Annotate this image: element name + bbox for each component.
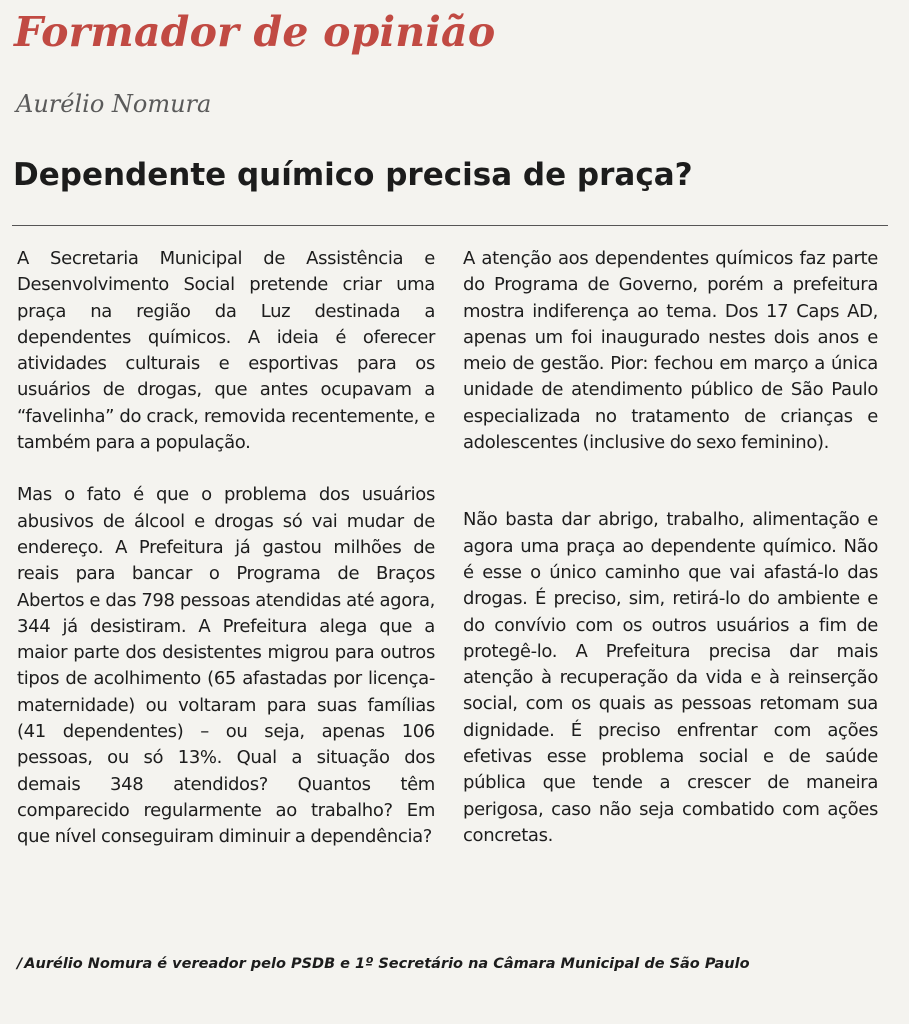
paragraph: A atenção aos dependentes químicos faz parte do Programa de Governo, porém a prefeitura mostra indiferença ao tema. Dos 17 Caps AD, apenas um foi inaugurado nestes dois anos e meio de gestão. Pior: fechou em março a única unidade de atendimento público de São Paulo especializada no tratamento de crianças e adolescentes (inclusive do sexo feminino).	[463, 248, 878, 454]
author-footnote	[17, 956, 750, 972]
article-column-left	[17, 246, 435, 851]
paragraph: Mas o fato é que o problema dos usuários abusivos de álcool e drogas só vai mudar de endereço. A Prefeitura já gastou milhões de reais para bancar o Programa de Braços Abertos e das 798 pessoas atendidas até agora, 344 já desistiram. A Prefeitura alega que a maior parte dos desistentes migrou para outros tipos de acolhimento (65 afastadas por licença-maternidade) ou voltaram para suas famílias (41 dependentes) – ou seja, apenas 106 pessoas, ou só 13%. Qual a situação dos demais 348 atendidos? Quantos têm comparecido regularmente ao trabalho? Em que nível conseguiram diminuir a dependência?	[17, 484, 435, 848]
headline-divider	[12, 225, 888, 226]
author-byline: Aurélio Nomura	[16, 90, 212, 118]
footnote-slash: /	[17, 956, 23, 972]
paragraph: A Secretaria Municipal de Assistência e Desenvolvimento Social pretende criar uma praça na região da Luz destinada a dependentes químicos. A ideia é oferecer atividades culturais e esportivas para os usuários de drogas, que antes ocupavam a “favelinha” do crack, removida recentemente, e também para a população.	[17, 248, 435, 454]
article-column-right	[463, 246, 878, 849]
footnote-text: Aurélio Nomura é vereador pelo PSDB e 1º Secretário na Câmara Municipal de São Paulo	[24, 956, 750, 972]
section-title: Formador de opinião	[14, 8, 496, 56]
paragraph: Não basta dar abrigo, trabalho, alimentação e agora uma praça ao dependente químico. Não é esse o único caminho que vai afastá-lo das drogas. É preciso, sim, retirá-lo do ambiente e do convívio com os outros usuários a fim de protegê-lo. A Prefeitura precisa dar mais atenção à recuperação da vida e à reinserção social, com os quais as pessoas retomam sua dignidade. É preciso enfrentar com ações efetivas esse problema social e de saúde pública que tende a crescer de maneira perigosa, caso não seja combatido com ações concretas.	[463, 509, 878, 846]
article-headline: Dependente químico precisa de praça?	[13, 157, 693, 193]
